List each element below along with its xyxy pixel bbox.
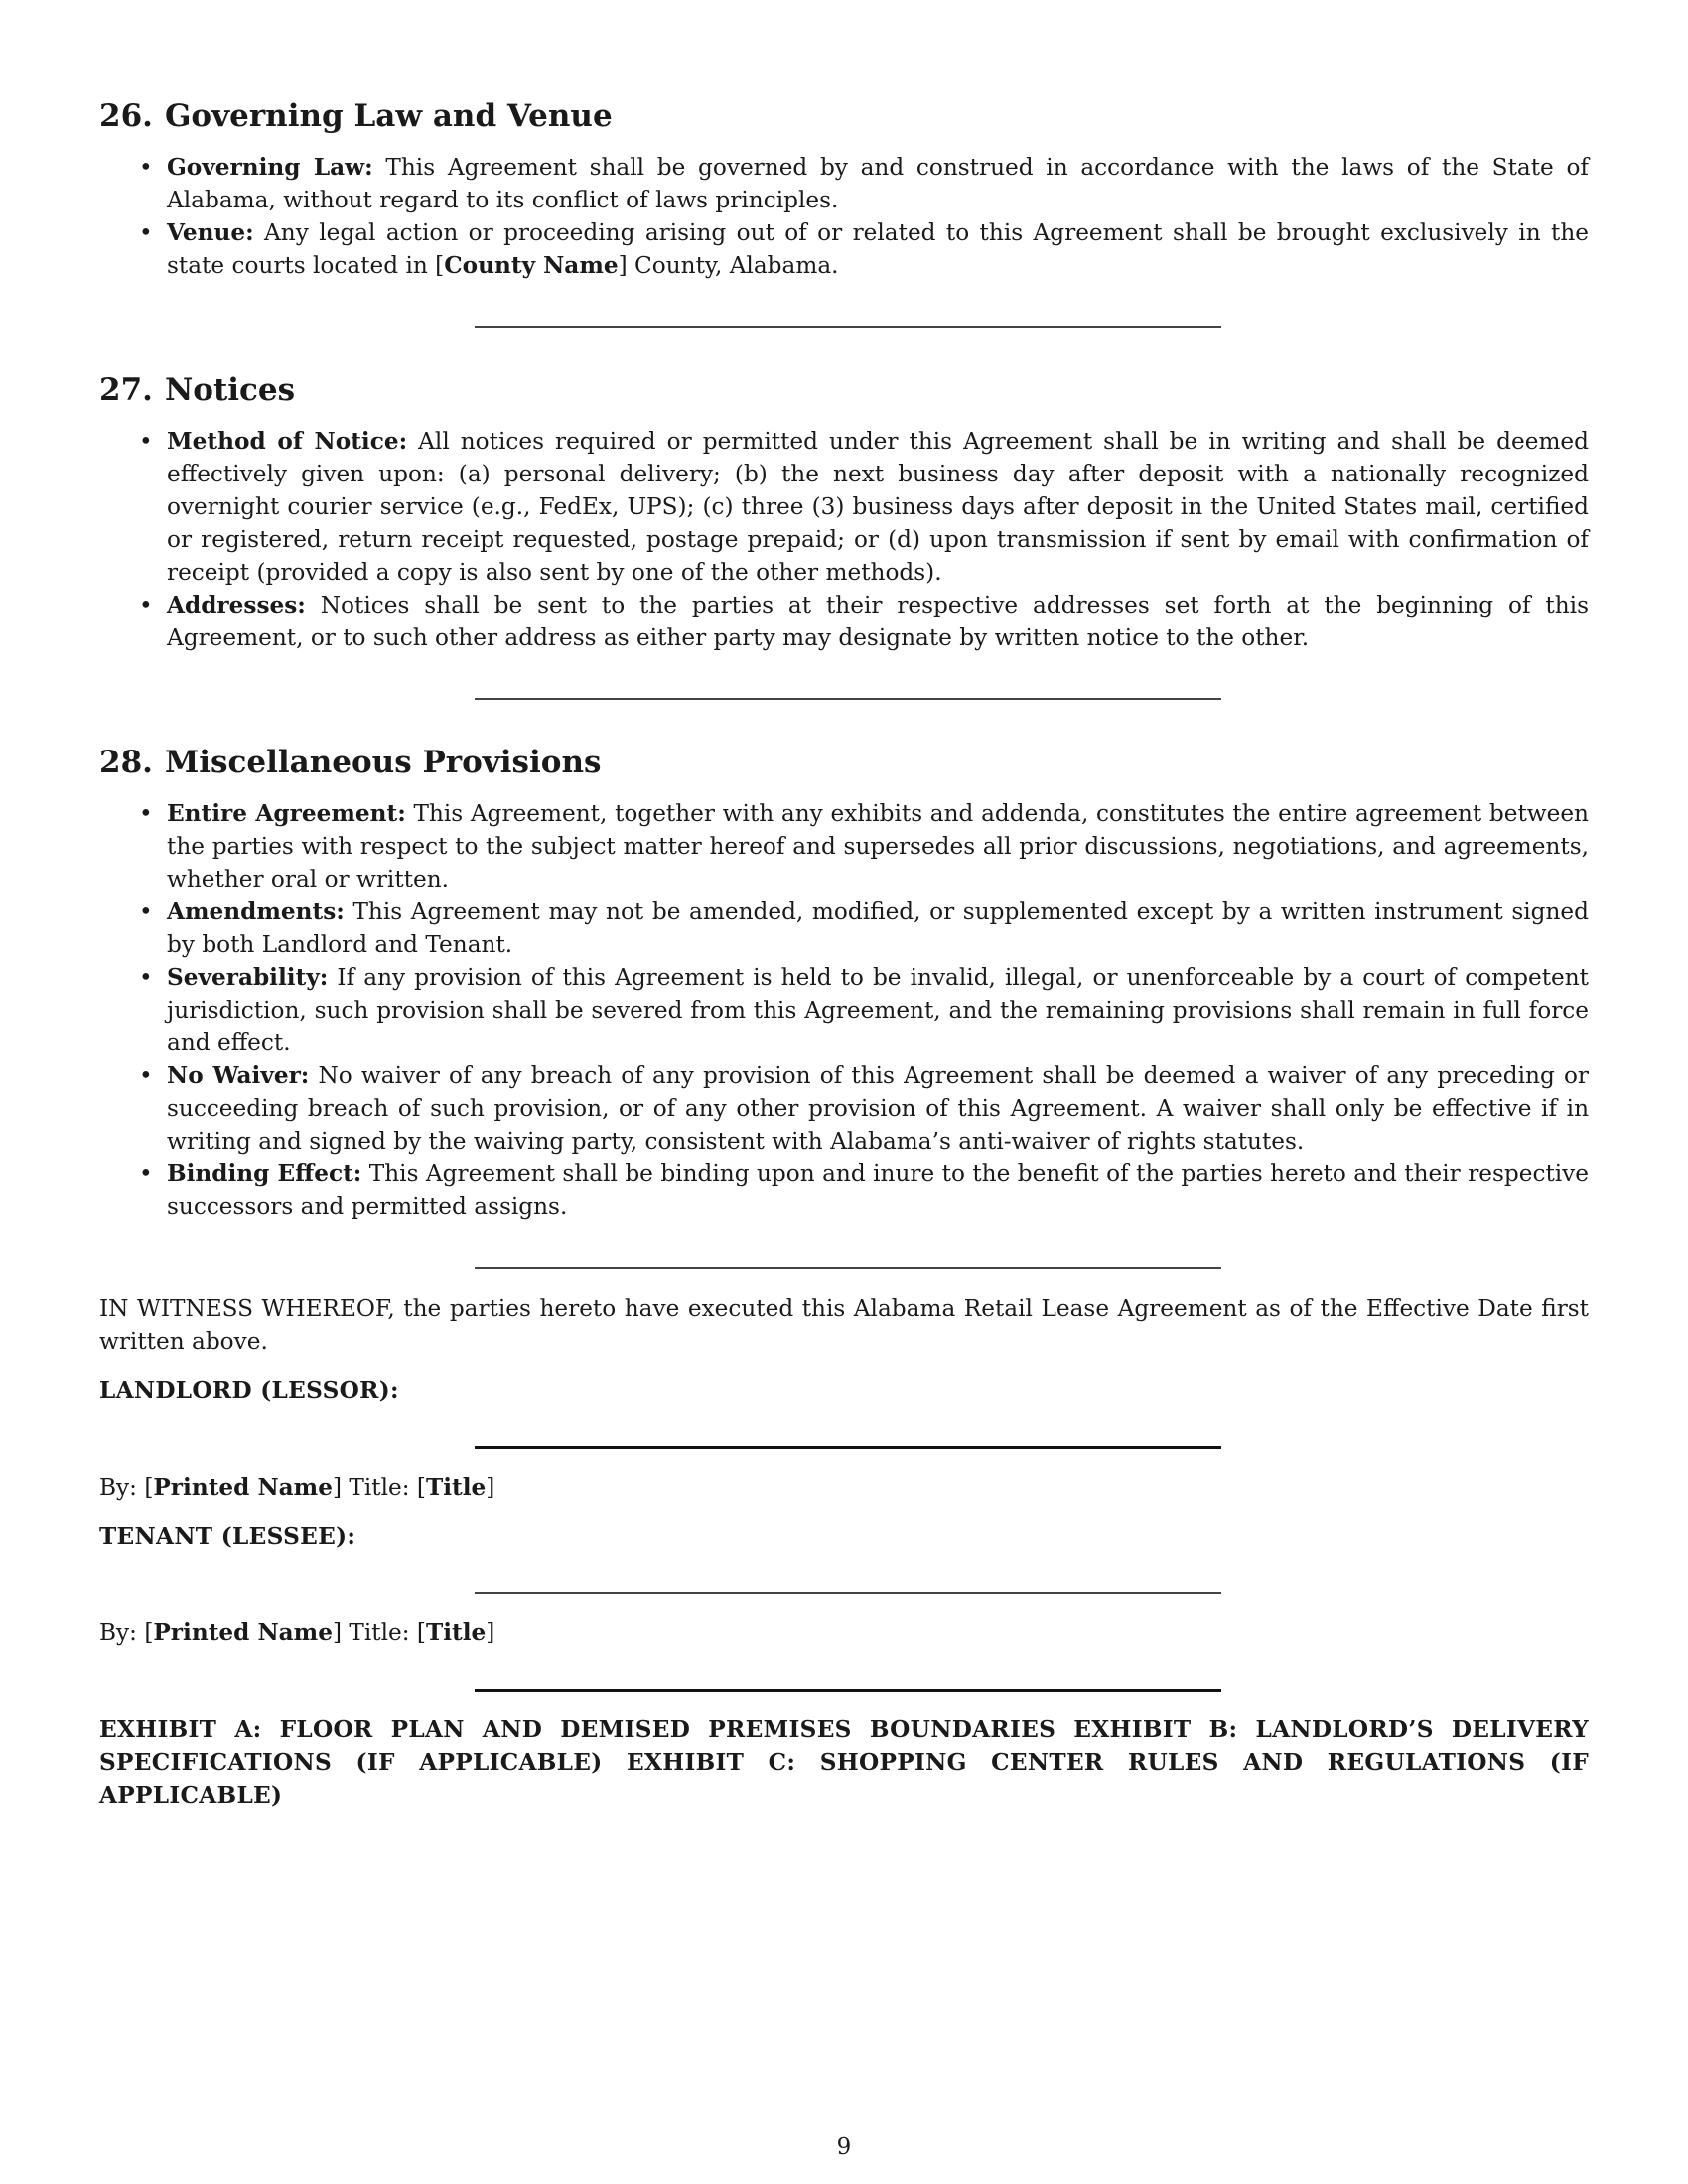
- term: Amendments:: [167, 898, 345, 925]
- item-text: ] County, Alabama.: [618, 252, 839, 279]
- section-number: 26.: [99, 98, 153, 134]
- item-text: This Agreement, together with any exhibits and addenda, constitutes the entire agreement between the parties with respect to the subject matter hereof and supersedes all prior discussions, negotiations, and agreements, whether oral or written.: [167, 800, 1589, 892]
- by-prefix: By: [: [99, 1619, 154, 1646]
- section-title: Governing Law and Venue: [164, 98, 613, 134]
- item-text: Notices shall be sent to the parties at their respective addresses set forth at the beginning of this Agreement, or to such other address as either party may designate by written notice to the other.: [167, 592, 1589, 651]
- item-text: This Agreement shall be governed by and construed in accordance with the laws of the State of Alabama, without regard to its conflict of laws principles.: [167, 154, 1589, 213]
- landlord-signature-line: [475, 1446, 1221, 1449]
- bracket-close: ]: [486, 1474, 495, 1501]
- list-item: [99, 895, 1589, 961]
- printed-name-placeholder: Printed Name: [153, 1619, 333, 1646]
- list-item: [99, 425, 1589, 589]
- item-text: If any provision of this Agreement is held to be invalid, illegal, or unenforceable by a court of competent jurisdiction, such provision shall be severed from this Agreement, and the remaining provisions shall remain in full force and effect.: [167, 964, 1589, 1056]
- title-prefix: ] Title: [: [332, 1619, 426, 1646]
- tenant-by-line: [99, 1616, 1589, 1649]
- tenant-label: TENANT (LESSEE):: [99, 1523, 356, 1550]
- list-item: [99, 151, 1589, 216]
- list-item: [99, 797, 1589, 895]
- section-list-26: [99, 151, 1589, 282]
- section-title: Miscellaneous Provisions: [164, 745, 602, 780]
- item-text: All notices required or permitted under this Agreement shall be in writing and shall be deemed effectively given upon: (a) personal delivery; (b) the next business day after deposit with a nationally recognized overnight courier service (e.g., FedEx, UPS); (c) three (3) business days after deposit in the United States mail, certified or registered, return receipt requested, postage prepaid; or (d) upon transmission if sent by email with confirmation of receipt (provided a copy is also sent by one of the other methods).: [167, 428, 1589, 586]
- list-item: [99, 216, 1589, 282]
- landlord-by-line: [99, 1471, 1589, 1504]
- printed-name-placeholder: Printed Name: [153, 1474, 333, 1501]
- item-text: No waiver of any breach of any provision of this Agreement shall be deemed a waiver of any preceding or succeeding breach of such provision, or of any other provision of this Agreement. A waiver shall only be effective if in writing and signed by the waiving party, consistent with Alabama’s anti-waiver of rights statutes.: [167, 1062, 1590, 1155]
- list-item: [99, 1059, 1589, 1158]
- term: Method of Notice:: [167, 428, 408, 455]
- tenant-signature-line: [475, 1592, 1221, 1594]
- item-text: Any legal action or proceeding arising out of or related to this Agreement shall be brought exclusively in the state courts located in [: [167, 219, 1589, 279]
- section-heading-27: [99, 369, 1589, 411]
- section-list-27: [99, 425, 1589, 654]
- bracket-close: ]: [486, 1619, 495, 1646]
- page-number: 9: [836, 2134, 852, 2160]
- term: Venue:: [167, 219, 254, 246]
- item-text: This Agreement shall be binding upon and inure to the benefit of the parties hereto and their respective successors and permitted assigns.: [167, 1160, 1590, 1220]
- document-page: [99, 95, 1589, 1812]
- section-list-28: [99, 797, 1589, 1223]
- section-heading-26: [99, 95, 1589, 137]
- divider: [475, 1689, 1221, 1692]
- title-placeholder: Title: [425, 1474, 487, 1501]
- section-heading-28: [99, 742, 1589, 783]
- term: Severability:: [167, 964, 329, 991]
- item-text: This Agreement may not be amended, modified, or supplemented except by a written instrument signed by both Landlord and Tenant.: [167, 898, 1589, 958]
- term: No Waiver:: [167, 1062, 310, 1089]
- list-item: [99, 961, 1589, 1059]
- section-title: Notices: [164, 372, 296, 408]
- placeholder-county: County Name: [444, 252, 619, 279]
- title-prefix: ] Title: [: [332, 1474, 426, 1501]
- term: Entire Agreement:: [167, 800, 406, 827]
- section-number: 28.: [99, 745, 153, 780]
- section-number: 27.: [99, 372, 153, 408]
- landlord-label: LANDLORD (LESSOR):: [99, 1377, 399, 1404]
- divider: [475, 326, 1221, 328]
- list-item: [99, 589, 1589, 654]
- term: Binding Effect:: [167, 1160, 362, 1187]
- divider: [475, 1267, 1221, 1269]
- divider: [475, 698, 1221, 700]
- term: Governing Law:: [167, 154, 373, 181]
- witness-paragraph: IN WITNESS WHEREOF, the parties hereto have executed this Alabama Retail Lease Agreement as of the Effective Date first written above.: [99, 1296, 1589, 1355]
- by-prefix: By: [: [99, 1474, 154, 1501]
- title-placeholder: Title: [425, 1619, 487, 1646]
- exhibits-list: EXHIBIT A: FLOOR PLAN AND DEMISED PREMISES BOUNDARIES EXHIBIT B: LANDLORD’S DELIVERY SPECIFICATIONS (IF APPLICABLE) EXHIBIT C: SHOPPING CENTER RULES AND REGULATIONS (IF APPLICABLE): [99, 1716, 1589, 1809]
- term: Addresses:: [167, 592, 306, 618]
- list-item: [99, 1158, 1589, 1223]
